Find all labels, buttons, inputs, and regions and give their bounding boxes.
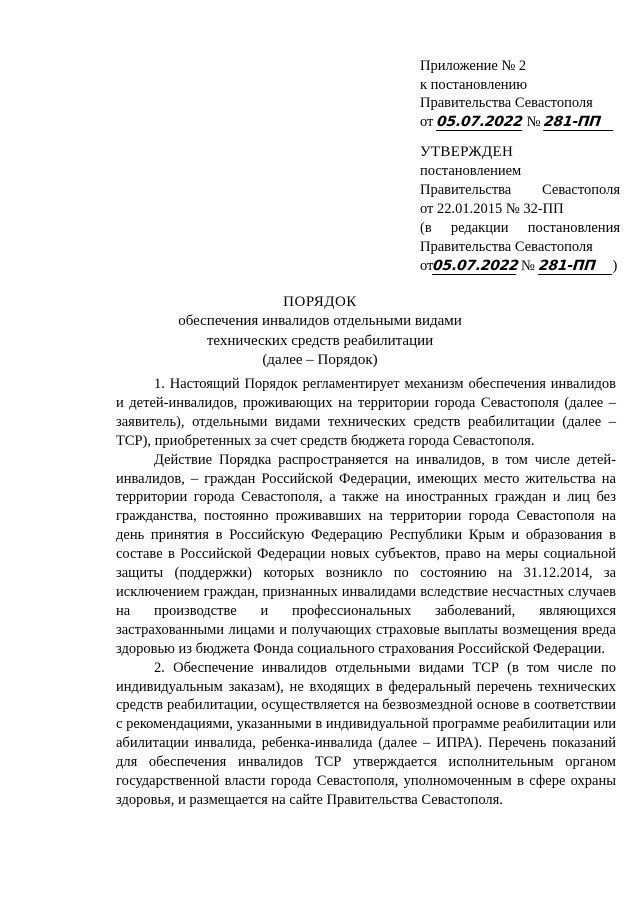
appendix-number-prefix: № <box>526 113 541 130</box>
appendix-to-resolution: к постановлению <box>420 76 528 93</box>
approved-closing-paren: ) <box>612 258 618 274</box>
approved-handwritten-number: 281-ПП <box>538 259 614 275</box>
appendix-number: Приложение № 2 <box>420 58 527 74</box>
approved-handwritten-date: 05.07.2022 <box>432 258 520 274</box>
appendix-date-line <box>420 113 620 132</box>
appendix-date-prefix: от <box>420 113 434 130</box>
heading-line-3: (далее – Порядок) <box>262 352 378 369</box>
paragraph-2: Действие Порядка распространяется на инвалидов, в том числе детей-инвалидов, – граждан Российской Федерации, имеющих место жительства на территории города Севастополя, а также на иностранных граждан и лиц без гражданства, постоянно проживавших на территории города Севастополя на день принятия в Российскую Федерацию Республики Крым и образования в составе в Российской Федерации новых субъектов, право на меры социальной защиты (поддержки) которых возникло по состоянию на 31.12.2014, за исключением граждан, признанных инвалидами вследствие несчастных случаев на производстве и профессиональных заболеваний, являющихся застрахованными лицами и получающих страховые выплаты возмещения вреда здоровью из бюджета Фонда социального страхования Российской Федерации. <box>116 451 616 657</box>
approved-number-prefix: № <box>521 258 535 274</box>
appendix-handwritten-date: 05.07.2022 <box>436 113 524 130</box>
approved-by-resolution: постановлением <box>420 163 522 179</box>
heading-title: ПОРЯДОК <box>283 294 357 310</box>
document-heading <box>110 293 530 371</box>
appendix-handwritten-number: 281-ПП <box>543 115 615 131</box>
paragraph-1: 1. Настоящий Порядок регламентирует механизм обеспечения инвалидов и детей-инвалидов, проживающих на территории города Севастополя (далее – заявитель), отдельными видами технических средств реабилитации (далее – ТСР), приобретенных за счет средств бюджета города Севастополя. <box>116 376 616 449</box>
appendix-block <box>420 57 620 131</box>
appendix-government: Правительства Севастополя <box>420 95 593 112</box>
approved-date-line <box>420 257 620 276</box>
approved-original-resolution: от 22.01.2015 № 32-ПП <box>420 201 564 217</box>
heading-line-2: технических средств реабилитации <box>206 332 434 349</box>
approved-edition: (в редакции постановления <box>420 220 620 236</box>
approved-title: УТВЕРЖДЕН <box>420 144 514 160</box>
document-body <box>116 375 616 810</box>
heading-line-1: обеспечения инвалидов отдельными видами <box>178 313 462 330</box>
approved-block <box>420 143 620 276</box>
approved-government: Правительства Севастополя <box>420 182 620 198</box>
approved-date-prefix: от <box>420 258 434 274</box>
paragraph-3: 2. Обеспечение инвалидов отдельными видами ТСР (в том числе по индивидуальным заказам), не входящих в федеральный перечень технических средств реабилитации, осуществляется на безвозмездной основе в соответствии с рекомендациями, указанными в индивидуальной программе реабилитации или абилитации инвалида, ребенка-инвалида (далее – ИПРА). Перечень показаний для обеспечения инвалидов ТСР утверждается исполнительным органом государственной власти города Севастополя, уполномоченным в сфере охраны здоровья, и размещается на сайте Правительства Севастополя. <box>116 659 616 808</box>
approved-government-2: Правительства Севастополя <box>420 239 593 255</box>
